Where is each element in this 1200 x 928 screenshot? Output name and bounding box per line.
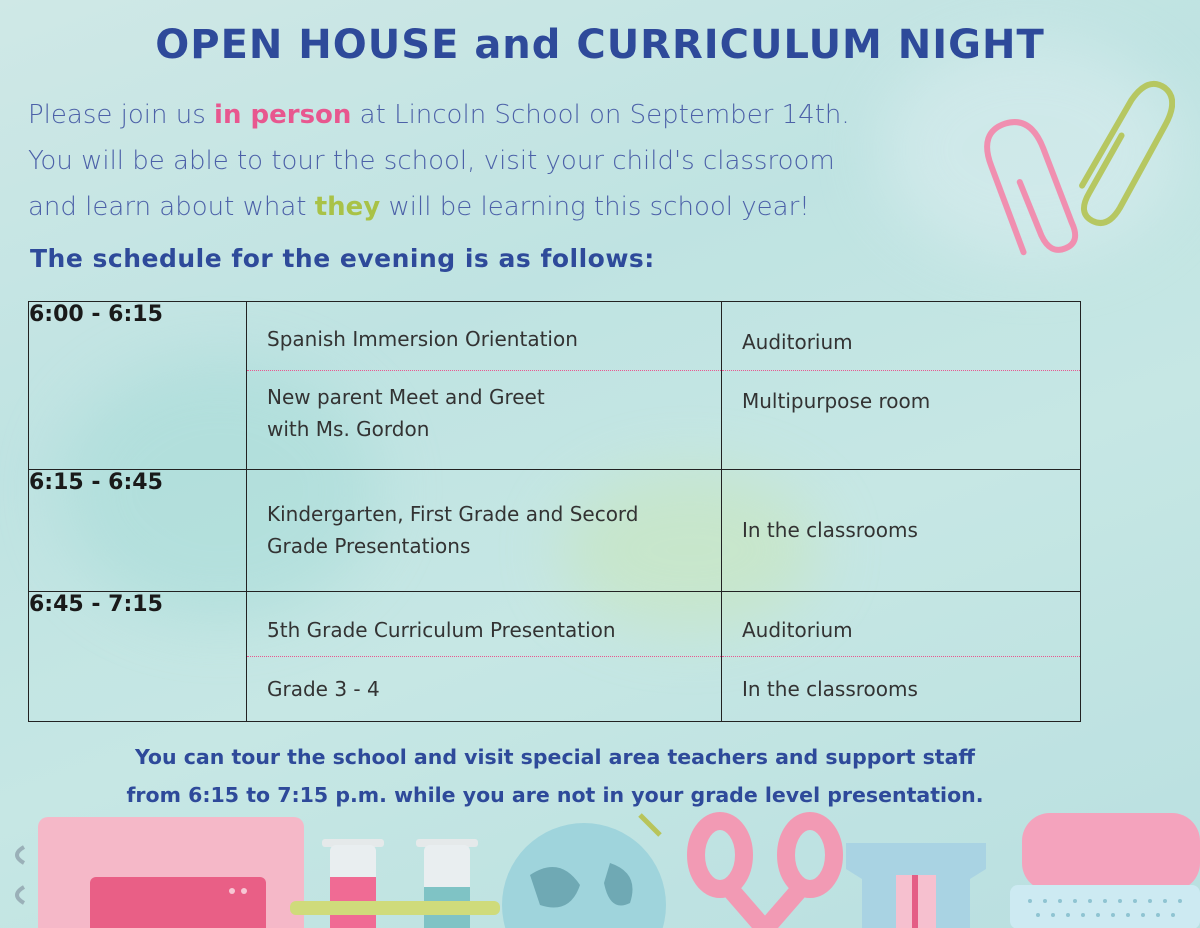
- location-item: Multipurpose room: [742, 389, 931, 413]
- footer-line-1: You can tour the school and visit special area teachers and support staff: [134, 745, 976, 769]
- location-item: In the classrooms: [742, 518, 918, 542]
- location-cell: [722, 592, 1081, 722]
- activity-item: Kindergarten, First Grade and Secord Grade Presentations: [267, 502, 639, 558]
- location-cell: [722, 470, 1081, 592]
- activity-cell: [247, 592, 722, 722]
- location-cell: [722, 302, 1081, 470]
- notebook-icon: [17, 817, 304, 928]
- table-row: [29, 302, 1081, 470]
- activity-item: 5th Grade Curriculum Presentation: [247, 592, 721, 657]
- activity-cell: [247, 302, 722, 470]
- activity-cell: [247, 470, 722, 592]
- table-row: [29, 592, 1081, 722]
- location-item: In the classrooms: [742, 676, 918, 701]
- footer-note: [0, 738, 1110, 814]
- test-tube-icon: [290, 839, 500, 928]
- location-item: Auditorium: [722, 592, 1080, 657]
- intro-paragraph: [28, 92, 988, 230]
- page-title: OPEN HOUSE and CURRICULUM NIGHT: [155, 22, 1045, 68]
- time-cell: 6:45 - 7:15: [29, 592, 247, 722]
- activity-item: New parent Meet and Greet with Ms. Gordon: [267, 385, 545, 441]
- table-row: [29, 470, 1081, 592]
- paperclip-icon: [975, 70, 1175, 270]
- scissors-icon: [696, 821, 834, 928]
- school-supplies-illustration: [0, 805, 1200, 928]
- intro-line-2: You will be able to tour the school, visit your child's classroom: [28, 146, 835, 176]
- schedule-table: [28, 301, 1081, 722]
- eraser-icon: [1010, 813, 1200, 928]
- globe-icon: [502, 815, 666, 928]
- location-item: Auditorium: [722, 302, 1080, 371]
- footer-line-2: from 6:15 to 7:15 p.m. while you are not in your grade level presentation.: [126, 783, 984, 807]
- time-cell: 6:15 - 6:45: [29, 470, 247, 592]
- activity-item: Spanish Immersion Orientation: [247, 302, 721, 371]
- intro-line-1: Please join us in person at Lincoln School on September 14th.: [28, 100, 850, 130]
- intro-line-3: and learn about what they will be learning this school year!: [28, 192, 810, 222]
- sharpener-icon: [846, 843, 986, 928]
- activity-item: Grade 3 - 4: [267, 676, 380, 701]
- schedule-heading: The schedule for the evening is as follows:: [30, 244, 655, 273]
- time-cell: 6:00 - 6:15: [29, 302, 247, 470]
